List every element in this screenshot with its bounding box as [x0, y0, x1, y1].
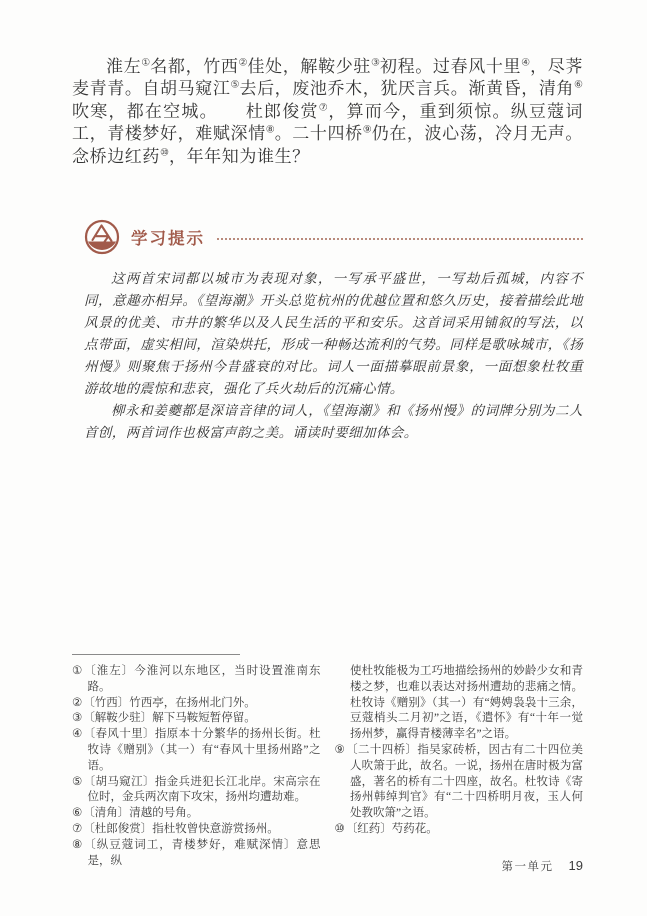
footnote-ref: ⑥ — [574, 79, 584, 91]
footnote-number: ① — [72, 665, 84, 677]
study-tips-title: 学习提示 — [131, 230, 205, 248]
footnotes-left-column — [72, 664, 321, 869]
page-footer — [502, 858, 583, 874]
footnote-item: ⑩〔红药〕芍药花。 — [334, 822, 438, 835]
footnote-item: ④〔春风十里〕指原本十分繁华的扬州长街。杜牧诗《赠别》（其一）有“春风十里扬州路”之语。 — [72, 728, 321, 772]
footnote-ref: ① — [141, 57, 151, 69]
footer-page-number: 19 — [568, 858, 583, 873]
footnote-number: ⑦ — [72, 822, 83, 835]
footnotes-right-column — [335, 664, 584, 869]
footnote-number: ⑥ — [72, 807, 83, 820]
footnote-item: ③〔解鞍少驻〕解下马鞍短暂停留。 — [72, 712, 256, 725]
footnote-item: ⑤〔胡马窥江〕指金兵进犯长江北岸。宋高宗在位时，金兵两次南下攻宋，扬州均遭劫难。 — [72, 775, 321, 804]
footnote-number: ③ — [72, 712, 83, 725]
footnote-item: ⑨〔二十四桥〕指吴家砖桥，因古有二十四位美人吹箫于此，故名。一说，扬州在唐时极为富盛，著名的桥有二十四座，故名。杜牧诗《寄扬州韩绰判官》有“二十四桥明月夜，玉人何处教吹箫”之语。 — [334, 743, 583, 820]
footnote-ref: ⑧ — [265, 124, 275, 136]
study-tips-paragraph-1: 这两首宋词都以城市为表现对象，一写承平盛世，一写劫后孤城，内容不同，意趣亦相异。《望海潮》开头总览杭州的优越位置和悠久历史，接着描绘此地风景的优美、市井的繁华以及人民生活的平和安乐。这首词采用铺叙的写法，以点带面，虚实相间，渲染烘托，形成一种畅达流利的气势。同样是歌咏城市，《扬州慢》则聚焦于扬州今昔盛衰的对比。词人一面描摹眼前景象，一面想象杜牧重游故地的震惊和悲哀，强化了兵火劫后的沉痛心情。 — [84, 271, 583, 396]
study-tips-body — [84, 268, 583, 444]
footnote-ref: ③ — [371, 57, 381, 69]
footnote-item: ⑦〔杜郎俊赏〕指杜牧曾快意游赏扬州。 — [72, 822, 279, 835]
study-tips-section — [84, 219, 583, 444]
footnote-item: ⑥〔清角〕清越的号角。 — [72, 807, 199, 820]
footnote-number: ④ — [72, 728, 83, 741]
unit-emblem-icon — [84, 219, 120, 255]
footnote-separator — [72, 654, 240, 655]
study-tips-header — [84, 219, 583, 255]
footnote-number: ② — [72, 696, 83, 709]
footnote-item: ⑧〔纵豆蔻词工，青楼梦好，难赋深情〕意思是，纵 — [72, 838, 321, 867]
dotted-leader — [217, 238, 583, 240]
study-tips-paragraph-2: 柳永和姜夔都是深谙音律的词人，《望海潮》和《扬州慢》的词牌分别为二人首创，两首词作也极富声韵之美。诵读时要细加体会。 — [84, 403, 583, 440]
footnote-number: ⑨ — [334, 743, 346, 756]
footnote-number: ⑩ — [334, 822, 345, 835]
footnote-columns — [72, 664, 583, 869]
footnotes-section — [72, 654, 583, 869]
footnote-number: ⑤ — [72, 775, 83, 788]
footnote-continuation: 使杜牧能极为工巧地描绘扬州的妙龄少女和青楼之梦，也难以表达对扬州遭劫的悲痛之情。杜牧诗《赠别》（其一）有“娉娉袅袅十三余，豆蔻梢头二月初”之语，《遣怀》有“十年一觉扬州梦，赢得青楼薄幸名”之语。 — [350, 665, 583, 741]
footnote-ref: ⑩ — [160, 146, 169, 158]
footnote-ref: ④ — [521, 57, 531, 69]
footnote-ref: ⑦ — [318, 102, 329, 114]
footnote-ref: ⑤ — [230, 79, 240, 91]
footnote-item: ①〔淮左〕今淮河以东地区，当时设置淮南东路。 — [72, 665, 321, 693]
footer-unit-label: 第一单元 — [501, 861, 554, 873]
footnote-ref: ② — [238, 57, 248, 69]
footnote-item: ②〔竹西〕竹西亭，在扬州北门外。 — [72, 696, 256, 709]
footnote-ref: ⑨ — [362, 124, 372, 136]
poem-text: 淮左①名都，竹西②佳处，解鞍少驻③初程。过春风十里④，尽荠麦青青。自胡马窥江⑤去后，废池乔木，犹厌言兵。渐黄昏，清角⑥吹寒，都在空城。 杜郎俊赏⑦，算而今，重到须惊。纵豆蔻词工，青楼梦好，难赋深情⑧。二十四桥⑨仍在，波心荡，冷月无声。念桥边红药⑩，年年知为谁生？ — [72, 57, 584, 166]
footnote-number: ⑧ — [72, 838, 84, 851]
